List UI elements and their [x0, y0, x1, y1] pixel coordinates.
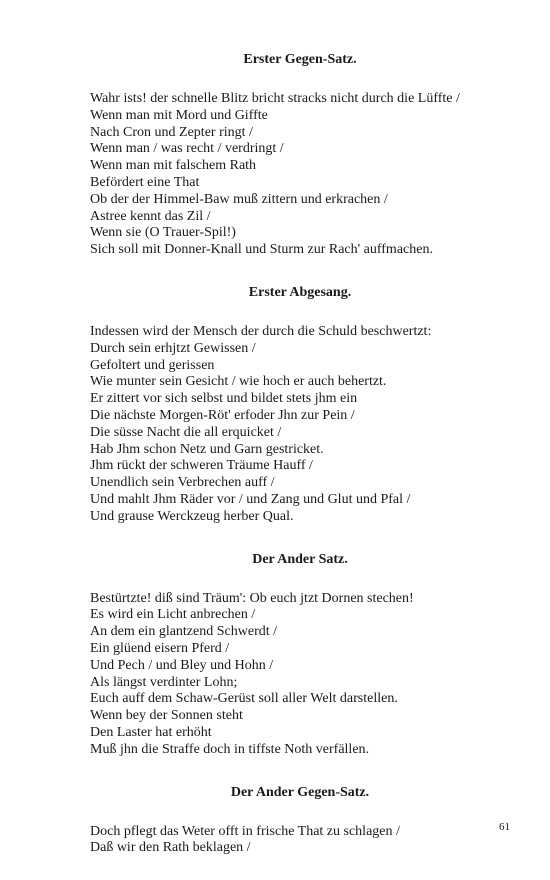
verse-line: Die nächste Morgen-Röt' erfoder Jhn zur Pein / — [90, 407, 355, 423]
verse-line: Es wird ein Licht anbrechen / — [90, 607, 256, 623]
section-der-ander-satz — [90, 544, 510, 759]
verse-line: Daß wir den Rath beklagen / — [90, 840, 251, 856]
verse-line: Die süsse Nacht die all erquicket / — [90, 424, 282, 440]
verse-line: Muß jhn die Straffe doch in tiffste Noth verfällen. — [90, 741, 370, 757]
section-der-ander-gegen-satz — [90, 777, 510, 858]
verse-line: Als längst verdinter Lohn; — [90, 674, 238, 690]
verse-line: Euch auff dem Schaw-Gerüst soll aller Welt darstellen. — [90, 691, 398, 707]
verse-line: Wenn man / was recht / verdringt / — [90, 141, 284, 157]
verse-line: Jhm rückt der schweren Träume Hauff / — [90, 458, 313, 474]
verse-line: Wie munter sein Gesicht / wie hoch er auch behertzt. — [90, 374, 387, 390]
verse-line: Wenn man mit Mord und Giffte — [90, 107, 268, 123]
verse-line: Unendlich sein Verbrechen auff / — [90, 475, 275, 491]
verse-line: An dem ein glantzend Schwerdt / — [90, 624, 278, 640]
verse-line: Durch sein erhjtzt Gewissen / — [90, 340, 256, 356]
verse-line: Bestürtzte! diß sind Träum': Ob euch jtzt Dornen stechen! — [90, 590, 414, 606]
verse-line: Sich soll mit Donner-Knall und Sturm zur Rach' auffmachen. — [90, 242, 433, 258]
verse-line: Er zittert vor sich selbst und bildet stets jhm ein — [90, 391, 358, 407]
verse-line: Ob der der Himmel-Baw muß zittern und erkrachen / — [90, 191, 388, 207]
verse-line: Astree kennt das Zil / — [90, 208, 211, 224]
verse-line: Wenn man mit falschem Rath — [90, 158, 257, 174]
verse-line: Und Pech / und Bley und Hohn / — [90, 657, 274, 673]
verse-line: Nach Cron und Zepter ringt / — [90, 124, 253, 140]
verse-line: Indessen wird der Mensch der durch die Schuld beschwertzt: — [90, 323, 432, 339]
verse-line: Wenn sie (O Trauer-Spil!) — [90, 225, 236, 241]
verse-block — [90, 91, 510, 259]
page-content — [90, 44, 510, 857]
verse-line: Den Laster hat erhöht — [90, 724, 212, 740]
verse-line: Ein glüend eisern Pferd / — [90, 640, 230, 656]
verse-line: Befördert eine That — [90, 174, 200, 190]
section-title: Der Ander Satz. — [252, 551, 348, 567]
verse-line: Wahr ists! der schnelle Blitz bricht stracks nicht durch die Lüffte / — [90, 91, 460, 106]
verse-block — [90, 824, 510, 858]
verse-line: Und mahlt Jhm Räder vor / und Zang und Glut und Pfal / — [90, 491, 411, 507]
section-title: Erster Abgesang. — [248, 284, 352, 300]
verse-block — [90, 324, 510, 526]
section-erster-gegen-satz — [90, 44, 510, 259]
verse-line: Wenn bey der Sonnen steht — [90, 708, 243, 724]
section-title: Der Ander Gegen-Satz. — [230, 784, 370, 800]
verse-line: Gefoltert und gerissen — [90, 357, 215, 373]
verse-line: Und grause Werckzeug herber Qual. — [90, 508, 294, 524]
page-number: 61 — [499, 821, 510, 833]
verse-line: Hab Jhm schon Netz und Garn gestricket. — [90, 441, 324, 457]
section-erster-abgesang — [90, 277, 510, 526]
section-title: Erster Gegen-Satz. — [243, 52, 357, 67]
verse-block — [90, 591, 510, 759]
verse-line: Doch pflegt das Weter offt in frische That zu schlagen / — [90, 823, 400, 839]
